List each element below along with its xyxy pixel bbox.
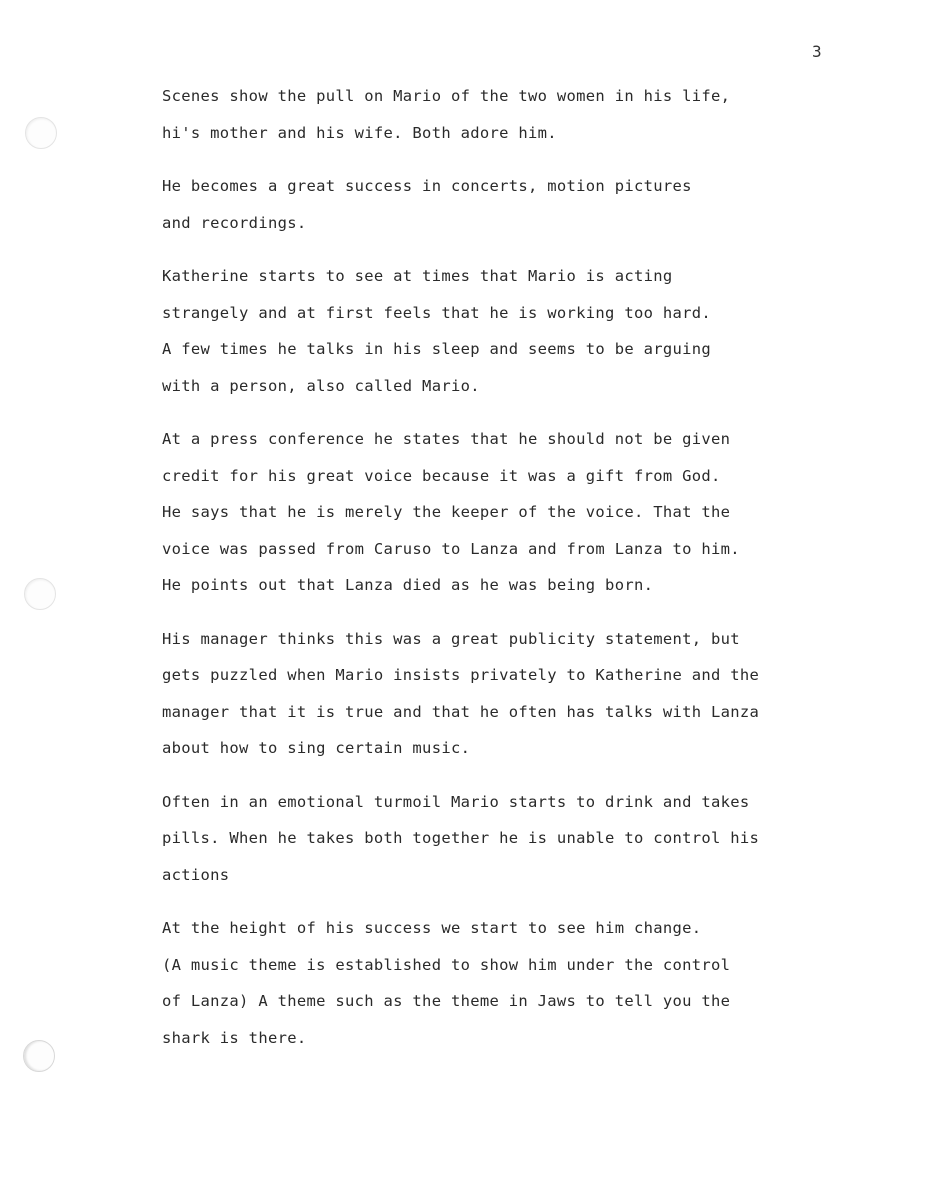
text-line: His manager thinks this was a great publicity statement, but	[162, 629, 740, 648]
paragraph	[162, 621, 852, 767]
text-line: strangely and at first feels that he is working too hard.	[162, 303, 712, 322]
text-line: He says that he is merely the keeper of the voice. That the	[162, 503, 731, 521]
text-line: He points out that Lanza died as he was being born.	[162, 576, 654, 594]
text-line: manager that it is true and that he often has talks with Lanza	[162, 702, 760, 721]
paragraph	[162, 784, 852, 894]
text-line: of Lanza) A theme such as the theme in Jaws to tell you the	[162, 992, 731, 1010]
text-line: about how to sing certain music.	[162, 739, 471, 757]
paragraph	[162, 258, 852, 404]
text-line: pills. When he takes both together he is unable to control his	[162, 829, 760, 847]
text-line: A few times he talks in his sleep and seems to be arguing	[162, 340, 712, 358]
text-line: credit for his great voice because it was a gift from God.	[162, 466, 721, 485]
text-line: voice was passed from Caruso to Lanza and from Lanza to him.	[162, 539, 740, 558]
paragraph	[162, 78, 852, 151]
paragraph	[162, 168, 852, 241]
document-body	[162, 78, 852, 1073]
text-line: Katherine starts to see at times that Mario is acting	[162, 267, 673, 285]
text-line: gets puzzled when Mario insists privately to Katherine and the	[162, 666, 760, 684]
binder-hole	[25, 117, 57, 149]
paragraph	[162, 910, 852, 1056]
text-line: with a person, also called Mario.	[162, 376, 480, 395]
binder-hole	[24, 578, 56, 610]
text-line: Often in an emotional turmoil Mario starts to drink and takes	[162, 792, 750, 811]
binder-hole	[23, 1040, 55, 1072]
text-line: Scenes show the pull on Mario of the two women in his life,	[162, 87, 731, 105]
page-number: 3	[812, 42, 822, 61]
text-line: actions	[162, 865, 230, 884]
text-line: At the height of his success we start to see him change.	[162, 919, 702, 937]
text-line: He becomes a great success in concerts, motion pictures	[162, 177, 692, 195]
paragraph	[162, 421, 852, 604]
text-line: and recordings.	[162, 213, 307, 232]
text-line: (A music theme is established to show him under the control	[162, 955, 731, 974]
text-line: hi's mother and his wife. Both adore him.	[162, 123, 557, 142]
text-line: shark is there.	[162, 1028, 307, 1047]
text-line: At a press conference he states that he should not be given	[162, 430, 731, 448]
